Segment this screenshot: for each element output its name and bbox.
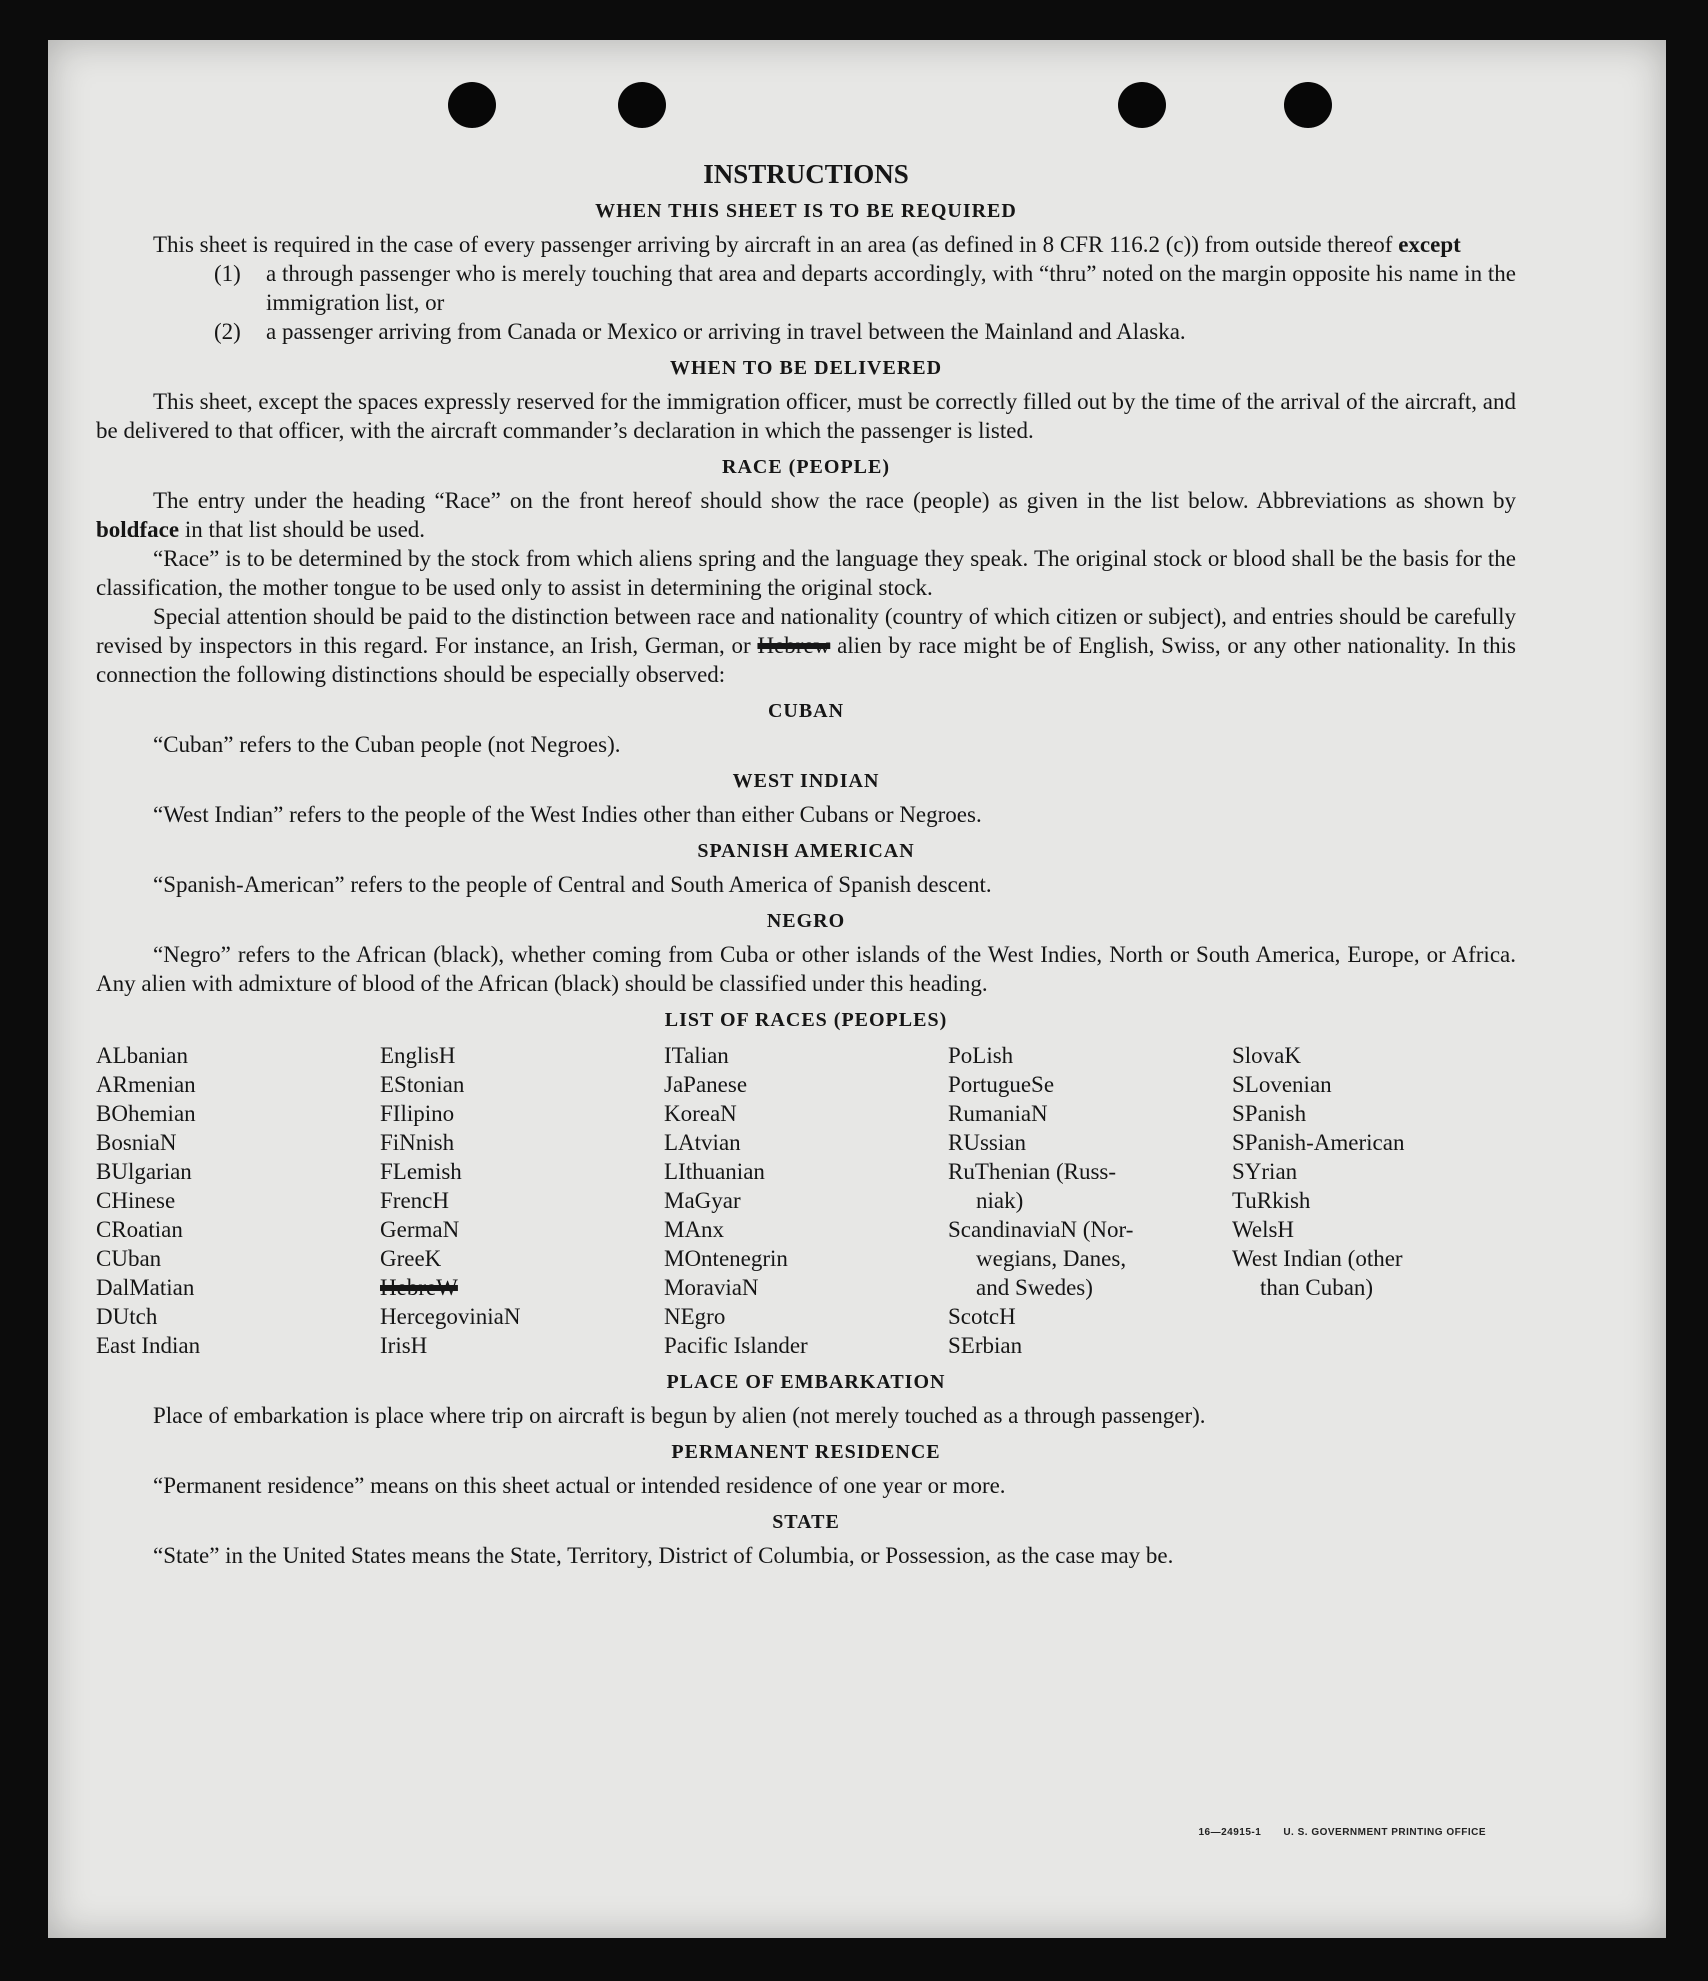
races-column: [664, 1041, 948, 1360]
heading-cuban: CUBAN: [767, 700, 845, 722]
race-entry: SErbian: [948, 1333, 1023, 1358]
race-entry: KoreaN: [664, 1101, 737, 1126]
race-entry: LAtvian: [664, 1130, 741, 1155]
race-entry: GreeK: [380, 1246, 442, 1271]
race-entry: BosniaN: [96, 1130, 177, 1155]
heading-negro: NEGRO: [766, 910, 846, 932]
delivered-text: This sheet, except the spaces expressly reserved for the immigration officer, must be correctly filled out by the time of the arrival of the aircraft, and be delivered to that officer, with the aircraft commander’s declaration in which the passenger is listed.: [96, 389, 1516, 443]
heading-spanish-american: SPANISH AMERICAN: [697, 840, 915, 862]
race-entry-continuation: niak): [976, 1188, 1024, 1213]
race-entry: CUban: [96, 1246, 162, 1271]
race-entry: BOhemian: [96, 1101, 196, 1126]
race-paragraph-3: Special attention should be paid to the distinction between race and nationality (country of which citizen or subject), and entries should be carefully revised by inspectors in this regard. For instance, an Irish, German, or Hebrew alien by race might be of English, Swiss, or any other nationality. In this connection the following distinctions should be especially observed:: [96, 604, 1517, 687]
instructions-content: [96, 160, 1516, 1570]
race-paragraph-2: “Race” is to be determined by the stock from which aliens spring and the language they speak. The original stock or blood shall be the basis for the classification, the mother tongue to be used only to assist in determining the original stock.: [96, 546, 1516, 600]
cuban-definition: “Cuban” refers to the Cuban people (not Negroes).: [153, 732, 621, 757]
race-entry-continuation: than Cuban): [1260, 1275, 1374, 1300]
heading-permanent-residence: PERMANENT RESIDENCE: [671, 1441, 941, 1463]
race-entry: PortugueSe: [948, 1072, 1055, 1097]
document-sheet: [48, 40, 1666, 1938]
race-entry: SlovaK: [1232, 1043, 1301, 1068]
races-column: [96, 1041, 380, 1360]
heading-when-required: WHEN THIS SHEET IS TO BE REQUIRED: [595, 200, 1017, 222]
race-entry: RuThenian (Russ-: [948, 1159, 1117, 1184]
races-column: [380, 1041, 664, 1360]
embarkation-text: Place of embarkation is place where trip on aircraft is begun by alien (not merely touched as a through passenger).: [153, 1403, 1206, 1428]
race-entry: SPanish: [1232, 1101, 1307, 1126]
race-entry-struck: HebreW: [380, 1275, 458, 1300]
race-entry: GermaN: [380, 1217, 460, 1242]
form-number: 16—24915-1: [1198, 1827, 1262, 1838]
race-entry: CRoatian: [96, 1217, 183, 1242]
required-intro: This sheet is required in the case of every passenger arriving by aircraft in an area (as defined in 8 CFR 116.2 (c)) from outside thereof except: [153, 232, 1461, 257]
race-entry: FLemish: [380, 1159, 462, 1184]
heading-embarkation: PLACE OF EMBARKATION: [666, 1371, 946, 1393]
heading-race: RACE (PEOPLE): [722, 456, 890, 478]
race-entry: RUssian: [948, 1130, 1026, 1155]
spanish-american-definition: “Spanish-American” refers to the people of Central and South America of Spanish descent.: [153, 872, 992, 897]
punch-hole: [618, 82, 666, 128]
race-entry: MoraviaN: [664, 1275, 759, 1300]
race-entry: SLovenian: [1232, 1072, 1332, 1097]
race-entry: SPanish-American: [1232, 1130, 1405, 1155]
race-entry: BUlgarian: [96, 1159, 192, 1184]
race-entry: FrencH: [380, 1188, 449, 1213]
race-entry: ALbanian: [96, 1043, 188, 1068]
race-entry: PoLish: [948, 1043, 1014, 1068]
race-entry: JaPanese: [664, 1072, 748, 1097]
race-entry: MaGyar: [664, 1188, 741, 1213]
struck-word: Hebrew: [757, 633, 831, 658]
state-text: “State” in the United States means the State, Territory, District of Columbia, or Possession, as the case may be.: [153, 1543, 1174, 1568]
race-entry: NEgro: [664, 1304, 726, 1329]
race-entry: RumaniaN: [948, 1101, 1048, 1126]
heading-list-of-races: LIST OF RACES (PEOPLES): [664, 1009, 948, 1031]
race-entry: ScandinaviaN (Nor-: [948, 1217, 1134, 1242]
exception-item: (2) a passenger arriving from Canada or Mexico or arriving in travel between the Mainland and Alaska.: [214, 319, 1186, 344]
heading-west-indian: WEST INDIAN: [732, 770, 880, 792]
punch-hole: [1284, 82, 1332, 128]
heading-when-delivered: WHEN TO BE DELIVERED: [669, 357, 943, 379]
race-entry: ITalian: [664, 1043, 729, 1068]
race-entry-continuation: and Swedes): [976, 1275, 1093, 1300]
race-entry: FiNnish: [380, 1130, 455, 1155]
race-entry: Pacific Islander: [664, 1333, 808, 1358]
punch-hole: [1118, 82, 1166, 128]
residence-text: “Permanent residence” means on this sheet actual or intended residence of one year or more.: [153, 1473, 1006, 1498]
race-entry: TuRkish: [1232, 1188, 1311, 1213]
race-entry: ScotcH: [948, 1304, 1016, 1329]
race-entry: CHinese: [96, 1188, 176, 1213]
race-entry: DalMatian: [96, 1275, 195, 1300]
exception-item: (1) a through passenger who is merely touching that area and departs accordingly, with “thru” noted on the margin opposite his name in the immigration list, or: [214, 261, 1516, 315]
negro-definition: “Negro” refers to the African (black), whether coming from Cuba or other islands of the West Indies, North or South America, Europe, or Africa. Any alien with admixture of blood of the African (black) should be classified under this heading.: [96, 942, 1516, 996]
race-entry: East Indian: [96, 1333, 201, 1358]
page-title: INSTRUCTIONS: [703, 159, 909, 189]
race-entry: DUtch: [96, 1304, 158, 1329]
races-column: [948, 1041, 1232, 1360]
race-entry: FIlipino: [380, 1101, 455, 1126]
race-entry: IrisH: [380, 1333, 428, 1358]
race-entry: SYrian: [1232, 1159, 1298, 1184]
race-entry: LIthuanian: [664, 1159, 765, 1184]
race-entry: EStonian: [380, 1072, 465, 1097]
races-list: [96, 1041, 1516, 1360]
race-entry: EnglisH: [380, 1043, 456, 1068]
races-column: [1232, 1041, 1516, 1360]
west-indian-definition: “West Indian” refers to the people of the West Indies other than either Cubans or Negroes.: [153, 802, 982, 827]
race-entry: WelsH: [1232, 1217, 1295, 1242]
printer-imprint: [1198, 1827, 1486, 1838]
heading-state: STATE: [772, 1511, 840, 1533]
race-entry: West Indian (other: [1232, 1246, 1403, 1271]
printer-name: U. S. GOVERNMENT PRINTING OFFICE: [1283, 1827, 1486, 1838]
race-entry: MAnx: [664, 1217, 725, 1242]
punch-hole: [448, 82, 496, 128]
race-entry-continuation: wegians, Danes,: [976, 1246, 1127, 1271]
race-entry: MOntenegrin: [664, 1246, 788, 1271]
race-paragraph-1: The entry under the heading “Race” on the front hereof should show the race (people) as given in the list below. Abbreviations as shown by boldface in that list should be used.: [96, 488, 1516, 542]
race-entry: HercegoviniaN: [380, 1304, 521, 1329]
race-entry: ARmenian: [96, 1072, 196, 1097]
